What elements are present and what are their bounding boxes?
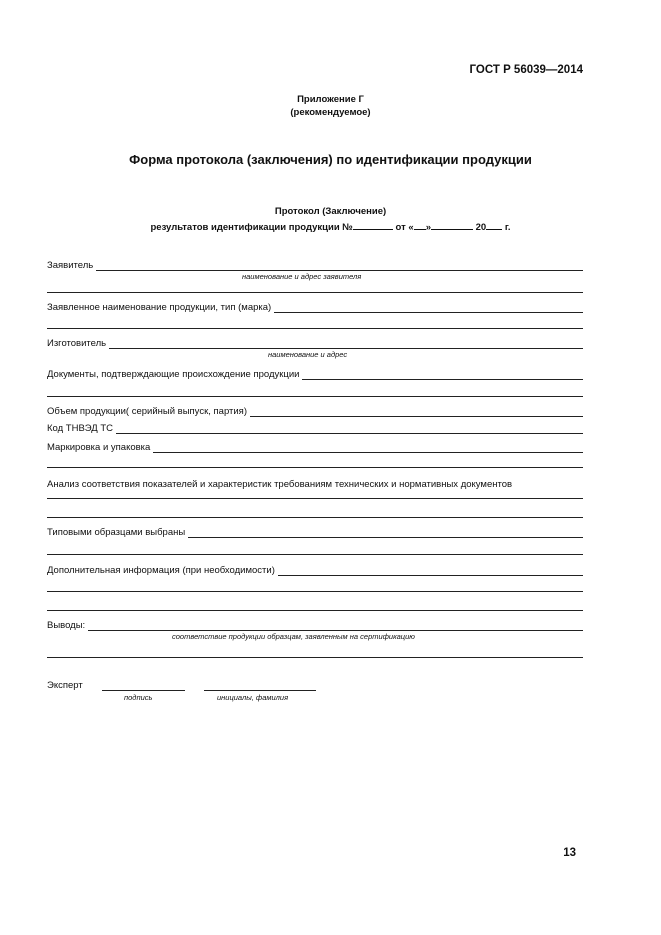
declared-name-field[interactable] [274,301,583,313]
protocol-heading-block [0,205,661,234]
standard-number: ГОСТ Р 56039—2014 [469,64,583,76]
protocol-from-text: от « [395,222,414,233]
tnved-code-field[interactable] [116,422,583,434]
expert-name-hint: инициалы, фамилия [217,693,289,702]
marking-line-2[interactable] [47,467,583,468]
manufacturer-row [47,336,583,349]
signature-hint: подпись [124,693,153,702]
applicant-line-2[interactable] [47,292,583,293]
volume-row [47,404,583,417]
marking-field[interactable] [153,441,583,453]
conclusions-field[interactable] [88,619,583,631]
declared-name-line-2[interactable] [47,328,583,329]
protocol-year-blank[interactable] [486,218,502,230]
signature-field[interactable] [102,690,185,691]
origin-documents-line-2[interactable] [47,396,583,397]
protocol-day-blank[interactable] [414,218,426,230]
tnved-code-row [47,421,583,434]
appendix-heading [0,93,661,119]
applicant-hint: наименование и адрес заявителя [242,272,362,281]
declared-name-label: Заявленное наименование продукции, тип (марка) [47,302,272,313]
samples-line-2[interactable] [47,554,583,555]
additional-info-line-2[interactable] [47,591,583,592]
applicant-row [47,258,583,271]
expert-name-field[interactable] [204,690,316,691]
manufacturer-hint: наименование и адрес [268,350,348,359]
analysis-line-1[interactable] [47,498,583,499]
analysis-row [47,477,583,490]
tnved-code-label: Код ТНВЭД ТС [47,423,114,434]
protocol-month-blank[interactable] [431,218,473,230]
expert-label: Эксперт [47,680,83,691]
analysis-line-2[interactable] [47,517,583,518]
samples-field[interactable] [188,526,583,538]
applicant-label: Заявитель [47,260,94,271]
appendix-title: Приложение Г [297,94,364,105]
protocol-year-suffix: г. [504,222,511,233]
conclusions-line-2[interactable] [47,657,583,658]
protocol-year-prefix: 20 [475,222,487,233]
additional-info-line-3[interactable] [47,610,583,611]
protocol-quote-close: » [425,222,431,233]
origin-documents-label: Документы, подтверждающие происхождение продукции [47,369,300,380]
conclusions-hint: соответствие продукции образцам, заявленным на сертификацию [172,632,415,641]
volume-label: Объем продукции( серийный выпуск, партия) [47,406,247,417]
page-number: 13 [563,847,576,859]
volume-field[interactable] [250,405,583,417]
protocol-heading: Протокол (Заключение) [274,206,387,217]
conclusions-label: Выводы: [47,620,86,631]
manufacturer-field[interactable] [109,337,583,349]
analysis-label: Анализ соответствия показателей и характеристик требованиям технических и нормативных документов [47,479,513,490]
samples-row [47,525,583,538]
form-title: Форма протокола (заключения) по идентификации продукции [129,152,532,167]
declared-name-row [47,300,583,313]
additional-info-row [47,563,583,576]
additional-info-label: Дополнительная информация (при необходимости) [47,565,275,576]
origin-documents-row [47,367,583,380]
manufacturer-label: Изготовитель [47,338,107,349]
appendix-subtitle: (рекомендуемое) [290,107,371,118]
marking-row [47,440,583,453]
samples-label: Типовыми образцами выбраны [47,527,186,538]
additional-info-field[interactable] [278,564,583,576]
conclusions-row [47,618,583,631]
origin-documents-field[interactable] [302,368,583,380]
protocol-number-blank[interactable] [353,218,393,230]
marking-label: Маркировка и упаковка [47,442,151,453]
protocol-line-prefix: результатов идентификации продукции № [150,222,353,233]
protocol-number-line [0,218,661,234]
applicant-field[interactable] [96,259,583,271]
